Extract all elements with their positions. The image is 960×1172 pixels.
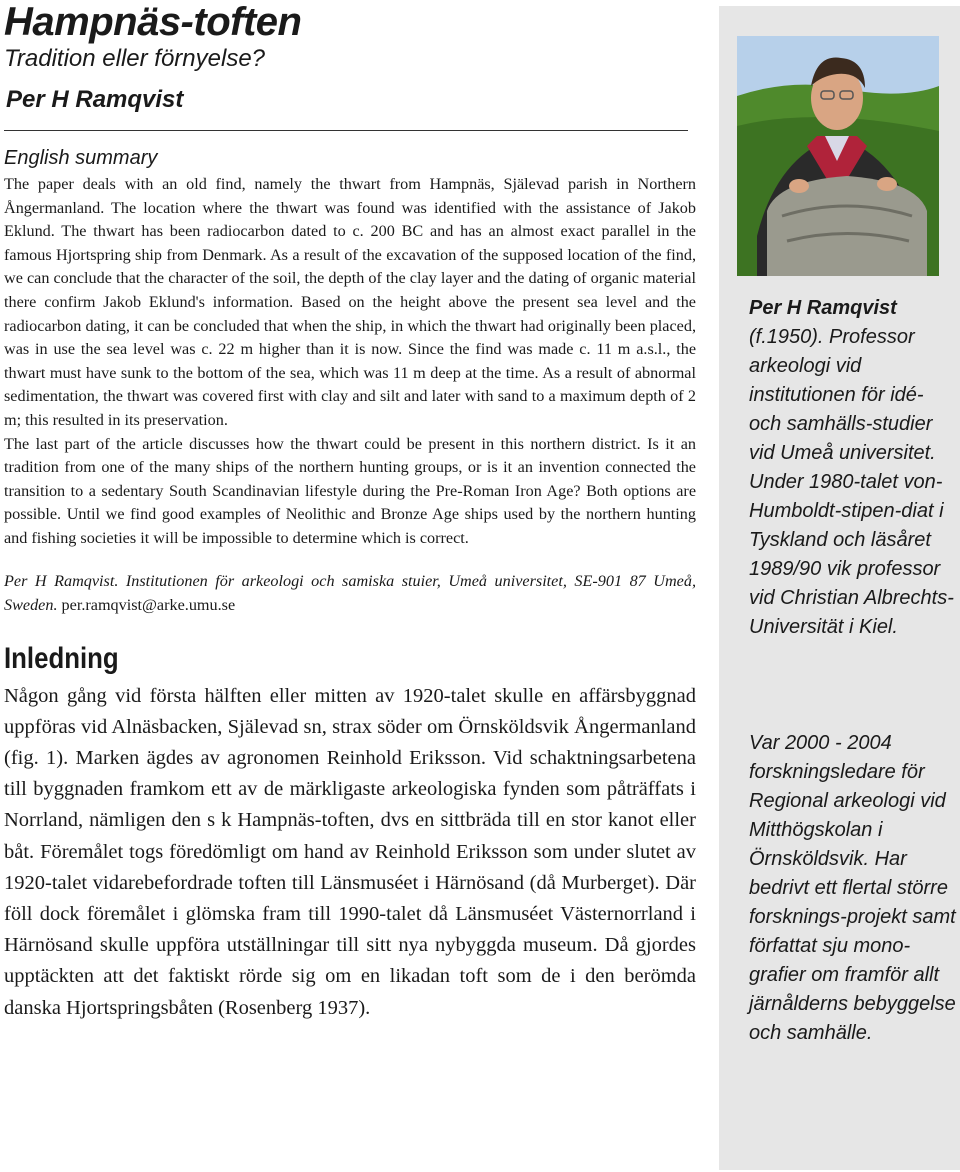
section-heading-inledning: Inledning	[4, 641, 119, 675]
author-bio-text-1: (f.1950). Professor arkeologi vid institutionen för idé- och samhälls-studier vid Umeå universitet. Under 1980-talet von-Humboldt-stipen-diat i Tyskland och läsåret 1989/90 vik professor vid Christian Albrechts-Universität i Kiel.	[749, 326, 954, 638]
author-email[interactable]: per.ramqvist@arke.umu.se	[61, 595, 236, 614]
author-photo	[737, 36, 939, 276]
article-title: Hampnäs-toften	[4, 0, 302, 44]
article-author: Per H Ramqvist	[6, 86, 184, 113]
author-affiliation	[4, 569, 696, 617]
summary-paragraph-1: The paper deals with an old find, namely the thwart from Hampnäs, Själevad parish in Northern Ångermanland. The location where the thwart was found was identified with the assistance of Jakob Eklund. The thwart has been radiocarbon dated to c. 200 BC and has an almost exact parallel in the famous Hjortspring ship from Denmark. As a result of the excavation of the supposed location of the find, we can conclude that the character of the soil, the depth of the clay layer and the dating of organic material there confirm Jakob Eklund's information. Based on the height above the present sea level and the radiocarbon dating, it can be concluded that when the ship, in which the thwart had originally been placed, was in use the sea level was c. 22 m higher than it is now. Since the find was made c. 11 m a.s.l., the thwart must have sunk to the bottom of the sea, which was 11 m deep at the time. As a result of abnormal sedimentation, the thwart was covered first with clay and silt and later with sand to a maximum depth of 2 m; this resulted in its preservation.	[4, 175, 696, 429]
article-subtitle: Tradition eller förnyelse?	[4, 45, 266, 72]
author-bio-name: Per H Ramqvist	[749, 297, 897, 319]
author-bio-2: Var 2000 - 2004 forskningsledare för Regional arkeologi vid Mitthögskolan i Örnsköldsvik. Har bedrivt ett flertal större forsknings-projekt samt författat sju mono-grafier om framför allt järnålderns bebyggelse och samhälle.	[749, 732, 956, 1044]
main-column	[4, 0, 698, 1024]
affiliation-text: Per H Ramqvist. Institutionen för arkeologi och samiska stuier, Umeå universitet, SE-901 87 Umeå, Sweden.	[4, 571, 696, 614]
author-bio-1	[749, 294, 960, 642]
title-divider	[4, 130, 688, 131]
intro-paragraph: Någon gång vid första hälften eller mitten av 1920-talet skulle en affärsbyggnad uppföras vid Alnäsbacken, Själevad sn, strax söder om Örnsköldsvik Ångermanland (fig. 1). Marken ägdes av agronomen Reinhold Eriksson. Vid schaktningsarbetena till byggnaden framkom ett av de märkligaste arkeologiska fynden som påträffats i Norrland, nämligen den s k Hampnäs-toften, dvs en sittbräda till en stor kanot eller båt. Föremålet togs föredömligt om hand av Reinhold Eriksson som under slutet av 1920-talet vidarebefordrade toften till Länsmuséet i Härnösand (då Murberget). Där föll dock föremålet i glömska fram till 1990-talet då Länsmuséet Västernorrland i Härnösand skulle uppföra utställningar till sitt nya nybyggda museum. Då gjordes upptäckten att det faktiskt rörde sig om en likadan toft som de i den berömda danska Hjortspringsbåten (Rosenberg 1937).	[4, 684, 696, 1019]
summary-heading: English summary	[4, 147, 158, 169]
summary-paragraph-2: The last part of the article discusses how the thwart could be present in this northern district. Is it an tradition from one of the many ships of the northern hunting groups, or is it an invention connected the transition to a sedentary South Scandinavian lifestyle during the Pre-Roman Iron Age? Both options are possible. Until we find good examples of Neolithic and Bronze Age ships used by the northern hunting and fishing societies it will be impossible to determine which is correct.	[4, 434, 696, 547]
author-sidebar	[719, 6, 960, 1170]
